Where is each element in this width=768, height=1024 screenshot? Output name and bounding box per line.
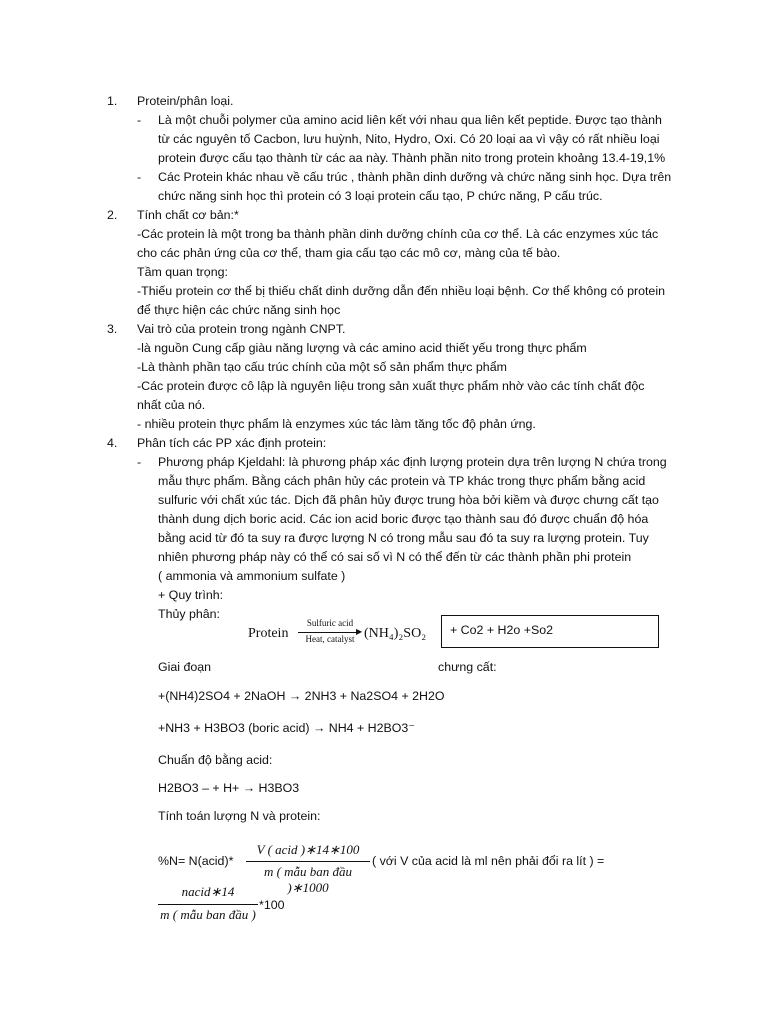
bullet-dash: - — [137, 455, 142, 469]
fraction-denominator: m ( mẫu ban đầu ) — [160, 907, 256, 922]
arrow-top-text: Sulfuric acid — [306, 618, 354, 628]
paragraph-line: nhất của nó. — [137, 398, 206, 412]
paragraph-line: mẫu thực phẩm. Bằng cách phân hủy các protein và TP khác trong thực phẩm bằng acid — [158, 474, 646, 488]
paragraph-line: cho các phản ứng của cơ thể, tham gia cấu tạo các mô cơ, màng của tế bào. — [137, 246, 561, 260]
section-title: Tính chất cơ bản:* — [137, 208, 239, 222]
paragraph-line: protein được cấu tạo thành từ các aa này. Thành phần nito trong protein khoảng 13.4-19,1% — [158, 151, 666, 165]
paragraph-line: - nhiều protein thực phẩm là enzymes xúc tác làm tăng tốc độ phản ứng. — [137, 417, 536, 431]
bullet-dash: - — [137, 170, 142, 184]
reaction-line: +NH3 + H3BO3 (boric acid) → NH4 + H2BO3⁻ — [158, 721, 415, 735]
paragraph-line: để thực hiện các chức năng sinh học — [137, 303, 341, 317]
paragraph-line: Các Protein khác nhau về cấu trúc , thành phần dinh dưỡng và chức năng sinh học. Dựa trên — [158, 170, 672, 184]
paragraph-line: -Thiếu protein cơ thể bị thiếu chất dinh dưỡng dẫn đến nhiều loại bệnh. Cơ thể không có protein — [137, 284, 665, 298]
hydrolysis-reaction — [248, 620, 428, 650]
reaction-arrow — [298, 632, 358, 633]
arrow-bottom-text: Heat, catalyst — [305, 634, 355, 644]
procedure-label: + Quy trình: — [158, 588, 224, 602]
section-number: 4. — [107, 436, 118, 450]
arrow-head-icon: ▶ — [356, 627, 363, 636]
formula-lhs: %N= N(acid)* — [158, 854, 234, 868]
paragraph-line: Là một chuỗi polymer của amino acid liên kết với nhau qua liên kết peptide. Được tạo thành — [158, 113, 662, 127]
subheading: Tầm quan trọng: — [137, 265, 228, 279]
paragraph-line: bằng acid từ đó ta suy ra được lượng N có trong mẫu sau đó ta suy ra lượng protein. Tuy — [158, 531, 649, 545]
paragraph-line: -Là thành phần tạo cấu trúc chính của một số sản phẩm thực phẩm — [137, 360, 507, 374]
hydrolysis-label: Thủy phân: — [158, 607, 220, 621]
section-number: 3. — [107, 322, 118, 336]
formula-note: ( với V của acid là ml nên phải đổi ra lít ) = — [372, 854, 605, 868]
byproduct-box — [441, 615, 659, 648]
paragraph-line: -Các protein được cô lập là nguyên liệu trong sản xuất thực phẩm nhờ vào các tính chất độc — [137, 379, 645, 393]
titration-label: Chuẩn độ bằng acid: — [158, 753, 273, 767]
paragraph-line: từ các nguyên tố Cacbon, lưu huỳnh, Nito, Hydro, Oxi. Có 20 loại aa vì vậy có rất nhiều loại — [158, 132, 660, 146]
reactant-text: Protein — [248, 626, 289, 641]
paragraph-line: nhiên phương pháp này có thể có sai số vì N có thể đến từ các thành phần phi protein — [158, 550, 632, 564]
paragraph-line: -Các protein là một trong ba thành phần dinh dưỡng chính của cơ thể. Là các enzymes xúc tác — [137, 227, 659, 241]
paragraph-line: sulfuric với chất xúc tác. Dịch đã phân hủy được trung hòa bởi kiềm và được chưng cất tạo — [158, 493, 659, 507]
reaction-line: +(NH4)2SO4 + 2NaOH → 2NH3 + Na2SO4 + 2H2O — [158, 689, 445, 703]
paragraph-line: Phương pháp Kjeldahl: là phương pháp xác định lượng protein dựa trên lượng N chứa trong — [158, 455, 667, 469]
paragraph-line: -là nguồn Cung cấp giàu năng lượng và các amino acid thiết yếu trong thực phẩm — [137, 341, 587, 355]
fraction-denominator: m ( mẫu ban đầu )∗1000 — [263, 864, 353, 895]
byproduct-text: + Co2 + H2o +So2 — [450, 623, 553, 637]
paragraph-line: thành dung dịch boric acid. Các ion acid boric được tạo thành sau đó được chuẩn độ hóa — [158, 512, 649, 526]
section-number: 2. — [107, 208, 118, 222]
paragraph-line: ( ammonia và ammonium sulfate ) — [158, 569, 346, 583]
fraction-numerator: V ( acid )∗14∗100 — [256, 842, 360, 857]
stage-label: Giai đoạn — [158, 660, 212, 674]
fraction-bar — [246, 861, 370, 862]
section-title: Vai trò của protein trong ngành CNPT. — [137, 322, 346, 336]
bullet-dash: - — [137, 113, 142, 127]
paragraph-line: chức năng sinh học thì protein có 3 loại protein cấu tạo, P chức năng, P cấu trúc. — [158, 189, 603, 203]
titration-reaction: H2BO3 – + H+ → H3BO3 — [158, 781, 300, 795]
calc-label: Tính toán lượng N và protein: — [158, 809, 321, 823]
fraction-numerator: nacid∗14 — [181, 884, 235, 899]
section-number: 1. — [107, 94, 118, 108]
formula-tail: *100 — [259, 898, 285, 912]
section-title: Protein/phân loại. — [137, 94, 234, 108]
fraction-bar — [158, 904, 258, 905]
distill-label: chưng cất: — [438, 660, 497, 674]
section-title: Phân tích các PP xác định protein: — [137, 436, 327, 450]
product-text: (NH₄)₂SO₂ — [364, 626, 427, 641]
